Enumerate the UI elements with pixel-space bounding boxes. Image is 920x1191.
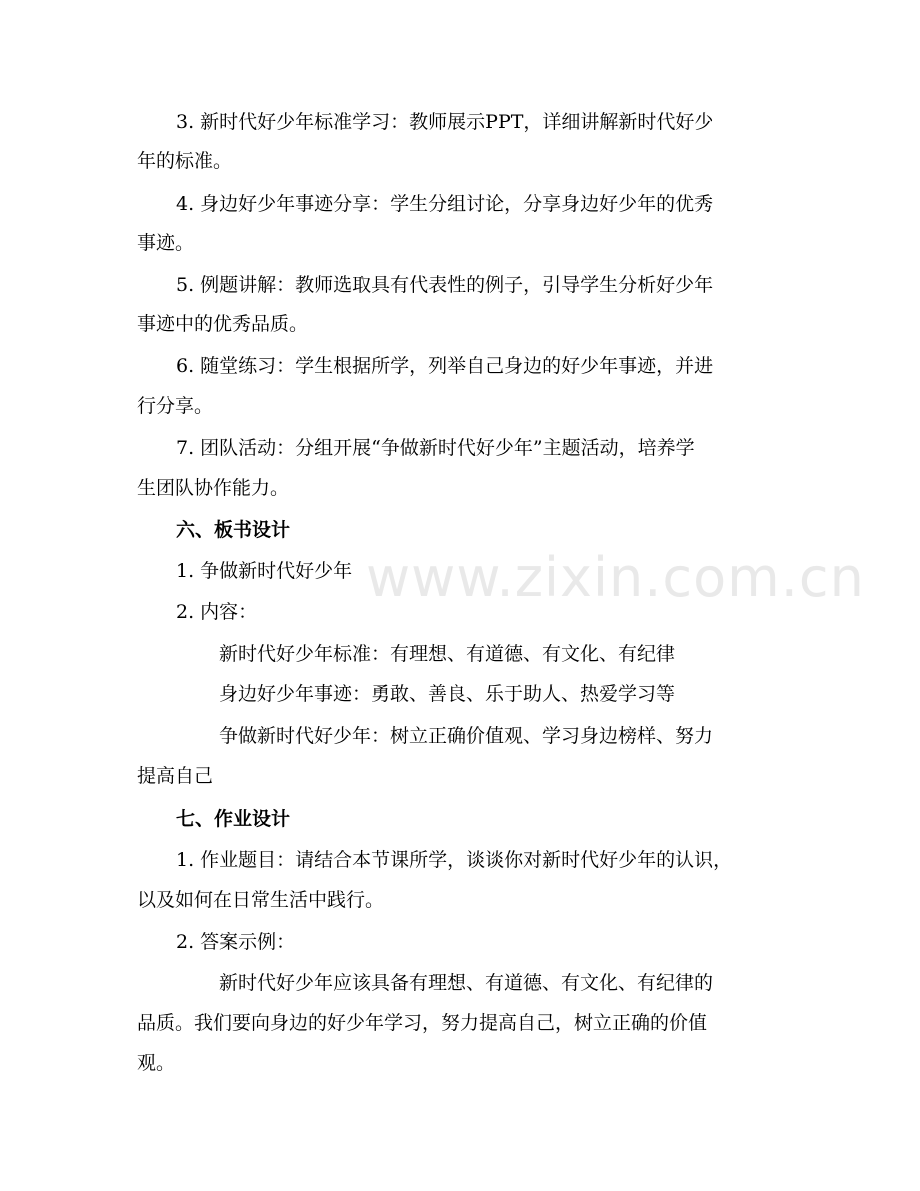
step-3-line-1: 3. 新时代好少年标准学习：教师展示PPT，详细讲解新时代好少 (176, 111, 714, 133)
board-item-1: 1. 争做新时代好少年 (176, 560, 353, 582)
sample-answer-line-3: 观。 (137, 1052, 176, 1074)
board-content-deeds: 身边好少年事迹：勇敢、善良、乐于助人、热爱学习等 (219, 683, 676, 705)
step-4-line-1: 4. 身边好少年事迹分享：学生分组讨论，分享身边好少年的优秀 (176, 193, 714, 215)
step-5-line-2: 事迹中的优秀品质。 (137, 313, 309, 335)
homework-item-1-line-2: 以及如何在日常生活中践行。 (137, 889, 385, 911)
sample-answer-line-2: 品质。我们要向身边的好少年学习，努力提高自己，树立正确的价值 (137, 1012, 708, 1034)
section-6-heading: 六、板书设计 (176, 519, 291, 541)
section-7-heading: 七、作业设计 (176, 808, 291, 830)
board-content-standard: 新时代好少年标准：有理想、有道德、有文化、有纪律 (219, 643, 676, 665)
step-6-line-1: 6. 随堂练习：学生根据所学，列举自己身边的好少年事迹，并进 (176, 355, 714, 377)
board-content-strive-line-1: 争做新时代好少年：树立正确价值观、学习身边榜样、努力 (219, 725, 714, 747)
step-7-line-2: 生团队协作能力。 (137, 477, 290, 499)
step-3-line-2: 年的标准。 (137, 150, 233, 172)
homework-item-2: 2. 答案示例： (176, 931, 296, 953)
board-content-strive-line-2: 提高自己 (137, 765, 214, 787)
sample-answer-line-1: 新时代好少年应该具备有理想、有道德、有文化、有纪律的 (219, 972, 714, 994)
step-7-line-1: 7. 团队活动：分组开展“争做新时代好少年”主题活动，培养学 (176, 437, 695, 459)
watermark: www.zixin.com.cn (366, 546, 865, 609)
homework-item-1-line-1: 1. 作业题目：请结合本节课所学，谈谈你对新时代好少年的认识， (176, 849, 733, 871)
step-6-line-2: 行分享。 (137, 395, 214, 417)
step-5-line-1: 5. 例题讲解：教师选取具有代表性的例子，引导学生分析好少年 (176, 274, 714, 296)
step-4-line-2: 事迹。 (137, 232, 195, 254)
board-item-2: 2. 内容： (176, 601, 258, 623)
